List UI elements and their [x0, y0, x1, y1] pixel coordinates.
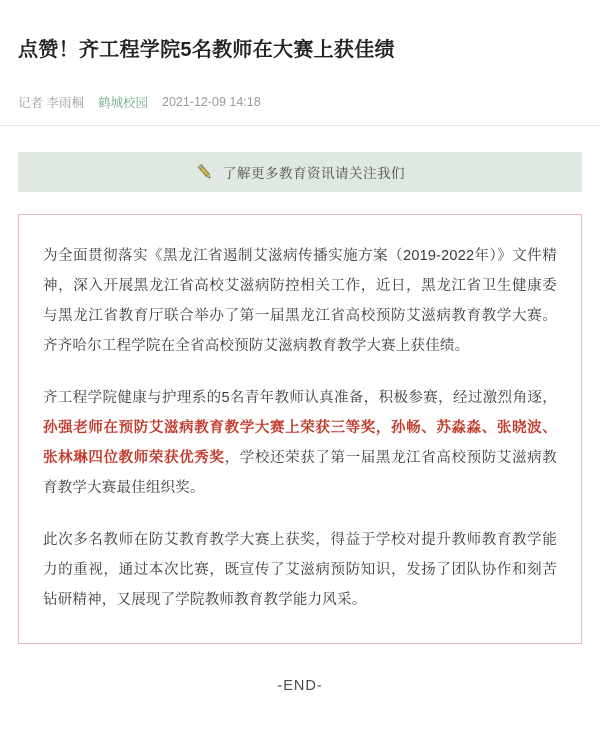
- paragraph-2-run-3: ，学校还荣获了第一届黑龙江省高校预防艾滋病教育教学大赛最佳组织奖。: [43, 449, 557, 496]
- paragraph-2-highlight: 孙强老师在预防艾滋病教育教学大赛上荣获三等奖，孙畅、苏淼淼、张晓波、张林琳四位教师荣获优秀奖: [43, 419, 557, 466]
- meta-author: 记者 李雨桐: [18, 95, 84, 110]
- article-meta: [0, 79, 600, 111]
- paragraph-3: [43, 525, 557, 615]
- pencil-icon: [195, 162, 215, 182]
- end-mark: -END-: [277, 677, 323, 694]
- article-body: [18, 214, 582, 644]
- follow-banner-label: 了解更多教育资讯请关注我们: [223, 165, 405, 181]
- paragraph-1: [43, 241, 557, 361]
- follow-banner[interactable]: [18, 152, 582, 192]
- paragraph-3-run-1: 此次多名教师在防艾教育教学大赛上获奖，得益于学校对提升教师教育教学能力的重视，通过本次比赛，既宣传了艾滋病预防知识，发扬了团队协作和刻苦钻研精神，又展现了学院教师教育教学能力风采。: [43, 531, 557, 608]
- paragraph-1-run-1: 为全面贯彻落实《黑龙江省遏制艾滋病传播实施方案（2019-2022年）》文件精神，深入开展黑龙江省高校艾滋病防控相关工作，近日，黑龙江省卫生健康委与黑龙江省教育厅联合举办了第一届黑龙江省高校预防艾滋病教育教学大赛。齐齐哈尔工程学院在全省高校预防艾滋病教育教学大赛上获佳绩。: [43, 247, 557, 354]
- article-page: [0, 13, 600, 732]
- header-divider: [0, 125, 600, 126]
- meta-timestamp: 2021-12-09 14:18: [162, 94, 261, 109]
- meta-source[interactable]: 鹤城校园: [97, 95, 148, 110]
- paragraph-2-run-1: 齐工程学院健康与护理系的5名青年教师认真准备，积极参赛，经过激烈角逐，: [43, 389, 557, 406]
- page-title: 点赞！齐工程学院5名教师在大赛上获佳绩: [18, 39, 395, 62]
- paragraph-2: [43, 383, 557, 503]
